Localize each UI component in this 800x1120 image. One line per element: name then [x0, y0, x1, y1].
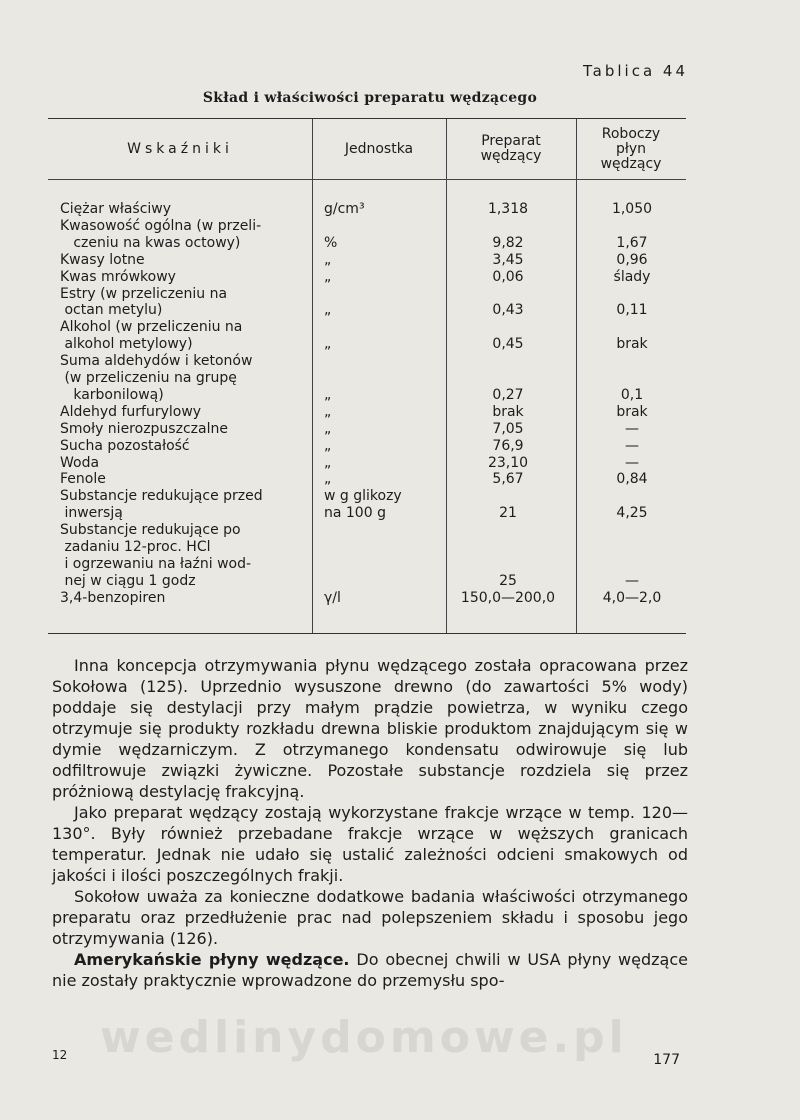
paragraph: Amerykańskie płyny wędzące. Do obecnej chwili w USA płyny wędzące nie zostały praktycznie wprowadzone do przemysłu spo- [52, 950, 688, 990]
working-fluid-value-cell: — [625, 454, 639, 471]
indicator-cell: (w przeliczeniu na grupę [60, 370, 237, 386]
header-working-fluid: Roboczy płyn wędzący [600, 125, 662, 172]
table-row [48, 336, 686, 353]
indicator-cell: Smoły nierozpuszczalne [60, 420, 228, 437]
preparation-value-cell: 5,67 [492, 471, 524, 488]
preparation-value-cell: 1,318 [487, 201, 529, 217]
working-fluid-value-cell: 0,84 [616, 471, 648, 488]
composition-table [48, 118, 686, 634]
unit-cell: „ [324, 268, 332, 285]
indicator-cell: zadaniu 12-proc. HCl [60, 539, 211, 555]
table-row [48, 370, 686, 387]
working-fluid-value-cell: 0,96 [616, 251, 648, 268]
table-row [48, 573, 686, 590]
table-row [48, 319, 686, 336]
unit-cell: „ [324, 336, 332, 353]
table-row [48, 269, 686, 286]
indicator-cell: Kwasowość ogólna (w przeli- [60, 217, 262, 234]
unit-cell: „ [324, 471, 332, 488]
working-fluid-value-cell: brak [616, 336, 648, 353]
indicator-cell: Sucha pozostałość [60, 437, 190, 454]
indicator-cell: Substancje redukujące przed [60, 488, 263, 505]
table-row [48, 218, 686, 235]
indicator-cell: octan metylu) [60, 302, 163, 319]
indicator-cell: alkohol metylowy) [60, 336, 193, 353]
table-row [48, 505, 686, 522]
unit-cell: % [324, 234, 338, 251]
preparation-value-cell: 3,45 [492, 251, 524, 268]
table-row [48, 522, 686, 539]
working-fluid-value-cell: — [625, 437, 639, 454]
table-row [48, 286, 686, 303]
unit-cell: „ [324, 420, 332, 437]
working-fluid-value-cell: — [625, 572, 639, 589]
table-row [48, 539, 686, 556]
table-row [48, 556, 686, 573]
table-number: Tablica 44 [582, 62, 688, 80]
body-text [52, 655, 688, 991]
unit-cell: γ/l [324, 589, 341, 606]
indicator-cell: karbonilową) [60, 386, 164, 403]
preparation-value-cell: 150,0—200,0 [460, 589, 556, 606]
indicator-cell: Kwas mrówkowy [60, 268, 176, 285]
table-row [48, 488, 686, 505]
unit-cell: „ [324, 386, 332, 403]
paragraph: Jako preparat wędzący zostają wykorzystane frakcje wrzące w temp. 120—130°. Były również przebadane frakcje wrzące w węższych granicach temperatur. Jednak nie udało się ustalić zależności odcieni smakowych od jakości i ilości poszczególnych frakji. [52, 803, 688, 885]
preparation-value-cell: 23,10 [487, 454, 529, 471]
preparation-value-cell: 0,45 [492, 336, 524, 353]
page-number: 177 [653, 1052, 680, 1068]
paragraph: Sokołow uważa za konieczne dodatkowe badania właściwości otrzymanego preparatu oraz przedłużenie prac nad polepszeniem składu i sposobu jego otrzymywania (126). [52, 887, 688, 948]
unit-cell: na 100 g [324, 505, 386, 522]
unit-cell: „ [324, 251, 332, 268]
working-fluid-value-cell: 0,1 [620, 386, 644, 403]
table-row [48, 302, 686, 319]
working-fluid-value-cell: 1,67 [616, 234, 648, 251]
indicator-cell: Aldehyd furfurylowy [60, 403, 202, 420]
table-row [48, 438, 686, 455]
working-fluid-value-cell: 1,050 [611, 201, 653, 217]
preparation-value-cell: brak [492, 403, 524, 420]
header-divider [48, 179, 686, 180]
header-indicators: Wskaźniki [127, 140, 233, 157]
preparation-value-cell: 21 [499, 505, 517, 522]
working-fluid-value-cell: 4,25 [616, 505, 648, 522]
preparation-value-cell: 76,9 [492, 437, 524, 454]
indicator-cell: Kwasy lotne [60, 251, 145, 268]
preparation-value-cell: 0,27 [492, 386, 524, 403]
table-row [48, 387, 686, 404]
indicator-cell: Fenole [60, 471, 106, 488]
table-row [48, 353, 686, 370]
unit-cell: „ [324, 454, 332, 471]
indicator-cell: Substancje redukujące po [60, 522, 241, 539]
watermark: wedlinydomowe.pl [100, 1012, 628, 1063]
table-row [48, 421, 686, 438]
table-row [48, 471, 686, 488]
table-row [48, 455, 686, 472]
table-row [48, 235, 686, 252]
working-fluid-value-cell: 4,0—2,0 [602, 589, 662, 606]
indicator-cell: inwersją [60, 505, 123, 522]
table-row [48, 252, 686, 269]
preparation-value-cell: 0,43 [492, 302, 524, 319]
working-fluid-value-cell: 0,11 [616, 302, 648, 319]
working-fluid-value-cell: brak [616, 403, 648, 420]
indicator-cell: czeniu na kwas octowy) [60, 234, 241, 251]
unit-cell: w g glikozy [324, 488, 402, 505]
indicator-cell: Estry (w przeliczeniu na [60, 285, 228, 302]
indicator-cell: nej w ciągu 1 godz [60, 572, 196, 589]
preparation-value-cell: 9,82 [492, 234, 524, 251]
paragraph: Inna koncepcja otrzymywania płynu wędzącego została opracowana przez Sokołowa (125). Uprzednio wysuszone drewno (do zawartości 5% wody) poddaje się destylacji przy małym prądzie powietrza, w wyniku czego otrzymuje się produkty rozkładu drewna bliskie produktom znajdującym się w dymie wędzarniczym. Z otrzymanego kondensatu odwirowuje się lub odfiltrowuje związki żywiczne. Pozostałe substancje rozdziela się przez próżniową destylację frakcyjną. [52, 656, 688, 801]
indicator-cell: Ciężar właściwy [60, 201, 172, 217]
indicator-cell: Suma aldehydów i ketonów [60, 353, 253, 370]
indicator-cell: Woda [60, 454, 100, 471]
indicator-cell: Alkohol (w przeliczeniu na [60, 319, 243, 336]
preparation-value-cell: 7,05 [492, 420, 524, 437]
unit-cell: g/cm³ [324, 201, 365, 217]
unit-cell: „ [324, 403, 332, 420]
preparation-value-cell: 0,06 [492, 268, 524, 285]
working-fluid-value-cell: — [625, 420, 639, 437]
unit-cell: „ [324, 302, 332, 319]
signature-mark: 12 [52, 1048, 68, 1062]
header-unit: Jednostka [344, 140, 414, 157]
indicator-cell: i ogrzewaniu na łaźni wod- [60, 555, 252, 572]
table-row [48, 590, 686, 607]
table-row [48, 404, 686, 421]
table-caption: Skład i właściwości preparatu wędzącego [202, 90, 538, 106]
table-row [48, 201, 686, 218]
header-preparation: Preparat wędzący [480, 133, 542, 164]
working-fluid-value-cell: ślady [613, 268, 651, 285]
indicator-cell: 3,4-benzopiren [60, 589, 166, 606]
preparation-value-cell: 25 [499, 572, 517, 589]
unit-cell: „ [324, 437, 332, 454]
